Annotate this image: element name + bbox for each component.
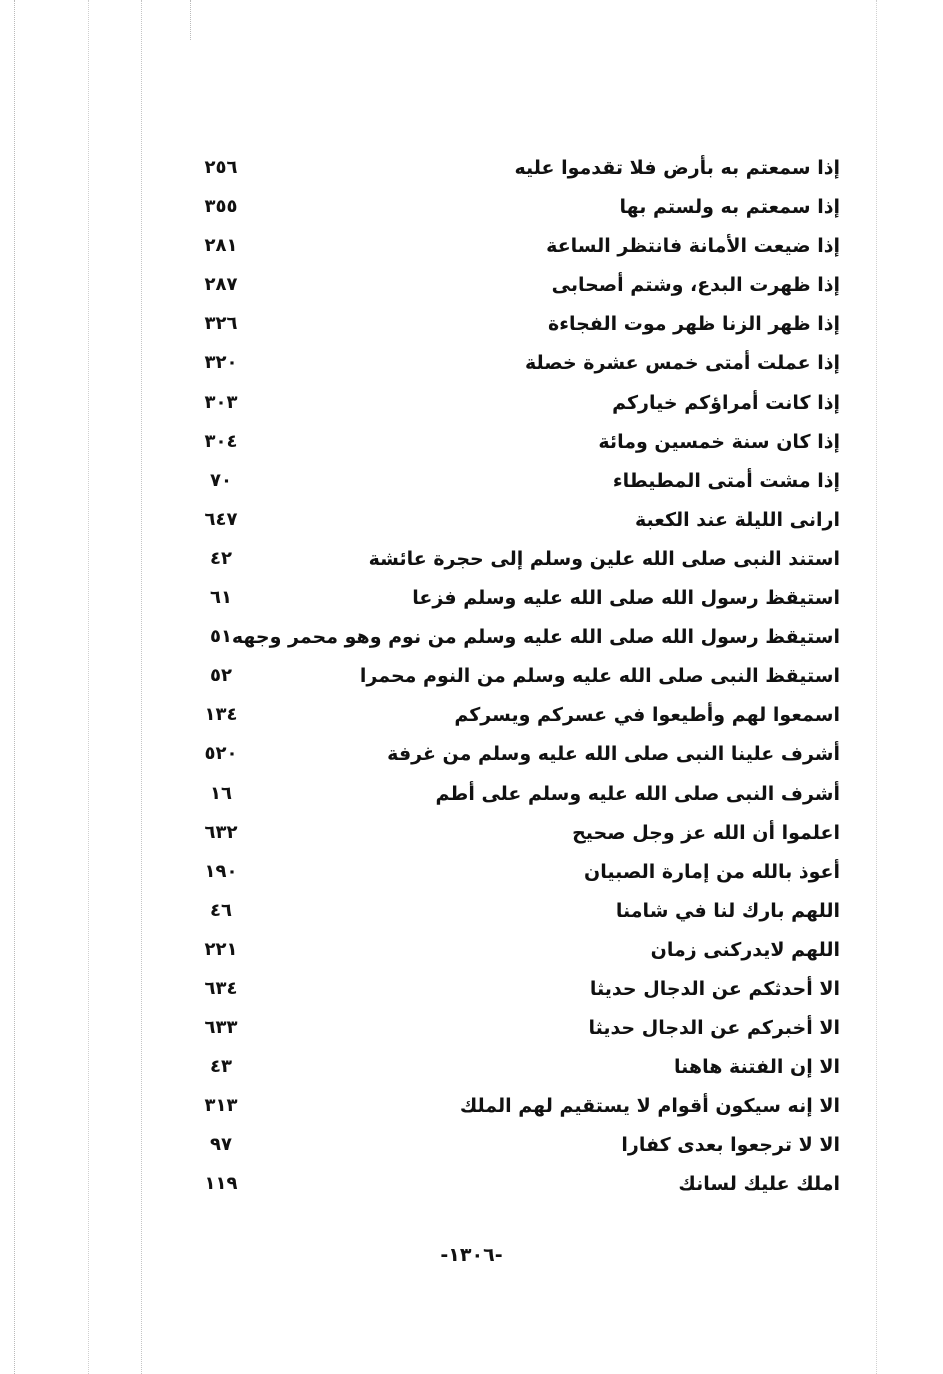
- hadith-text: الا إنه سيكون أقوام لا يستقيم لهم الملك: [459, 1095, 840, 1118]
- entry-page-number: ٦٣٤: [204, 977, 238, 999]
- hadith-text: إذا مشت أمتى المطيطاء: [612, 469, 840, 492]
- index-entry: [180, 695, 840, 734]
- entry-page-number: ٦٣٣: [204, 1017, 238, 1039]
- entry-page-number: ٥٢: [210, 665, 232, 687]
- entry-page-number: ٣٠٤: [204, 430, 238, 452]
- index-entry: [180, 578, 840, 617]
- hadith-text: إذا كانت أمراؤكم خياركم: [612, 391, 840, 414]
- entry-page-number: ٥١: [210, 626, 232, 648]
- entry-page-number: ٢٢١: [204, 938, 238, 960]
- hadith-text: إذا سمعتم به بأرض فلا تقدموا عليه: [514, 157, 840, 179]
- entry-page-number: ١٦: [210, 782, 232, 804]
- scan-edge-dots: [190, 0, 191, 40]
- index-entry: [180, 539, 840, 578]
- hadith-text: اسمعوا لهم وأطيعوا في عسركم ويسركم: [454, 704, 840, 727]
- hadith-text: إذا سمعتم به ولستم بها: [619, 196, 840, 219]
- index-entry: [180, 226, 840, 265]
- scan-edge-dots: [14, 0, 15, 1374]
- index-entry: [180, 969, 840, 1008]
- entry-page-number: ٦١: [210, 587, 232, 609]
- entry-page-number: ٩٧: [210, 1134, 232, 1156]
- index-entry: [180, 1008, 840, 1047]
- entry-page-number: ٦٣٢: [204, 821, 238, 843]
- page-number: -١٣٠٦-: [440, 1244, 503, 1266]
- index-entry: [180, 500, 840, 539]
- hadith-text: ارانى الليلة عند الكعبة: [634, 508, 840, 531]
- hadith-text: استيقظ النبى صلى الله عليه وسلم من النوم محمرا: [359, 665, 840, 688]
- index-entry: [180, 1164, 840, 1203]
- scan-edge-dots: [141, 0, 142, 1374]
- entry-page-number: ١٣٤: [204, 704, 238, 726]
- entry-page-number: ٣٢٦: [204, 313, 238, 335]
- entry-page-number: ٣٢٠: [204, 352, 238, 374]
- index-entry: [180, 774, 840, 813]
- hadith-text: الا أخبركم عن الدجال حديثا: [588, 1017, 840, 1040]
- hadith-text: أشرف النبى صلى الله عليه وسلم على أطم: [435, 782, 840, 805]
- index-entry: [180, 461, 840, 500]
- hadith-text: إذا كان سنة خمسين ومائة: [598, 430, 840, 453]
- hadith-text: اعلموا أن الله عز وجل صحيح: [572, 821, 840, 844]
- scan-edge-dots: [88, 0, 89, 1374]
- entry-page-number: ٢٨١: [204, 235, 238, 257]
- entry-page-number: ٢٨٧: [204, 274, 238, 296]
- index-entry: [180, 187, 840, 226]
- entry-page-number: ٤٢: [210, 547, 232, 569]
- hadith-text: استيقظ رسول الله صلى الله عليه وسلم من نوم وهو محمر وجهه: [231, 626, 840, 649]
- hadith-index-list: [180, 148, 840, 1204]
- hadith-text: الا لا ترجعوا بعدى كفارا: [621, 1134, 840, 1157]
- hadith-text: اللهم لايدركنى زمان: [650, 938, 840, 961]
- hadith-text: إذا ظهرت البدع، وشتم أصحابى: [551, 274, 840, 297]
- index-entry: [180, 148, 840, 187]
- entry-page-number: ١٩٠: [204, 860, 238, 882]
- index-entry: [180, 304, 840, 343]
- index-entry: [180, 617, 840, 656]
- index-entry: [180, 734, 840, 773]
- index-entry: [180, 1086, 840, 1125]
- hadith-text: الا إن الفتنة هاهنا: [674, 1056, 840, 1079]
- hadith-text: املك عليك لسانك: [678, 1173, 840, 1196]
- index-entry: [180, 891, 840, 930]
- hadith-text: أشرف علينا النبى صلى الله عليه وسلم من غرفة: [387, 743, 840, 766]
- index-entry: [180, 343, 840, 382]
- index-entry: [180, 422, 840, 461]
- scan-edge-dots: [876, 0, 877, 1374]
- index-entry: [180, 1125, 840, 1164]
- index-entry: [180, 852, 840, 891]
- hadith-text: استيقظ رسول الله صلى الله عليه وسلم فزعا: [412, 587, 840, 610]
- entry-page-number: ٧٠: [210, 469, 232, 491]
- entry-page-number: ٤٦: [210, 899, 232, 921]
- hadith-text: الا أحدثكم عن الدجال حديثا: [589, 977, 840, 1000]
- hadith-text: إذا ضيعت الأمانة فانتظر الساعة: [546, 235, 840, 258]
- hadith-text: استند النبى صلى الله علين وسلم إلى حجرة عائشة: [368, 547, 840, 570]
- index-entry: [180, 383, 840, 422]
- entry-page-number: ١١٩: [204, 1173, 238, 1195]
- index-entry: [180, 813, 840, 852]
- entry-page-number: ٣١٣: [204, 1095, 238, 1117]
- index-entry: [180, 930, 840, 969]
- hadith-text: أعوذ بالله من إمارة الصبيان: [584, 860, 840, 883]
- hadith-text: اللهم بارك لنا في شامنا: [615, 899, 840, 922]
- index-entry: [180, 265, 840, 304]
- hadith-text: إذا ظهر الزنا ظهر موت الفجاءة: [548, 313, 840, 336]
- entry-page-number: ٣٠٣: [204, 391, 238, 413]
- index-entry: [180, 1047, 840, 1086]
- entry-page-number: ٤٣: [210, 1056, 232, 1078]
- entry-page-number: ٢٥٦: [204, 157, 238, 178]
- entry-page-number: ٣٥٥: [204, 196, 238, 218]
- hadith-text: إذا عملت أمتى خمس عشرة خصلة: [524, 352, 840, 375]
- entry-page-number: ٥٢٠: [204, 743, 238, 765]
- entry-page-number: ٦٤٧: [204, 508, 238, 530]
- index-entry: [180, 656, 840, 695]
